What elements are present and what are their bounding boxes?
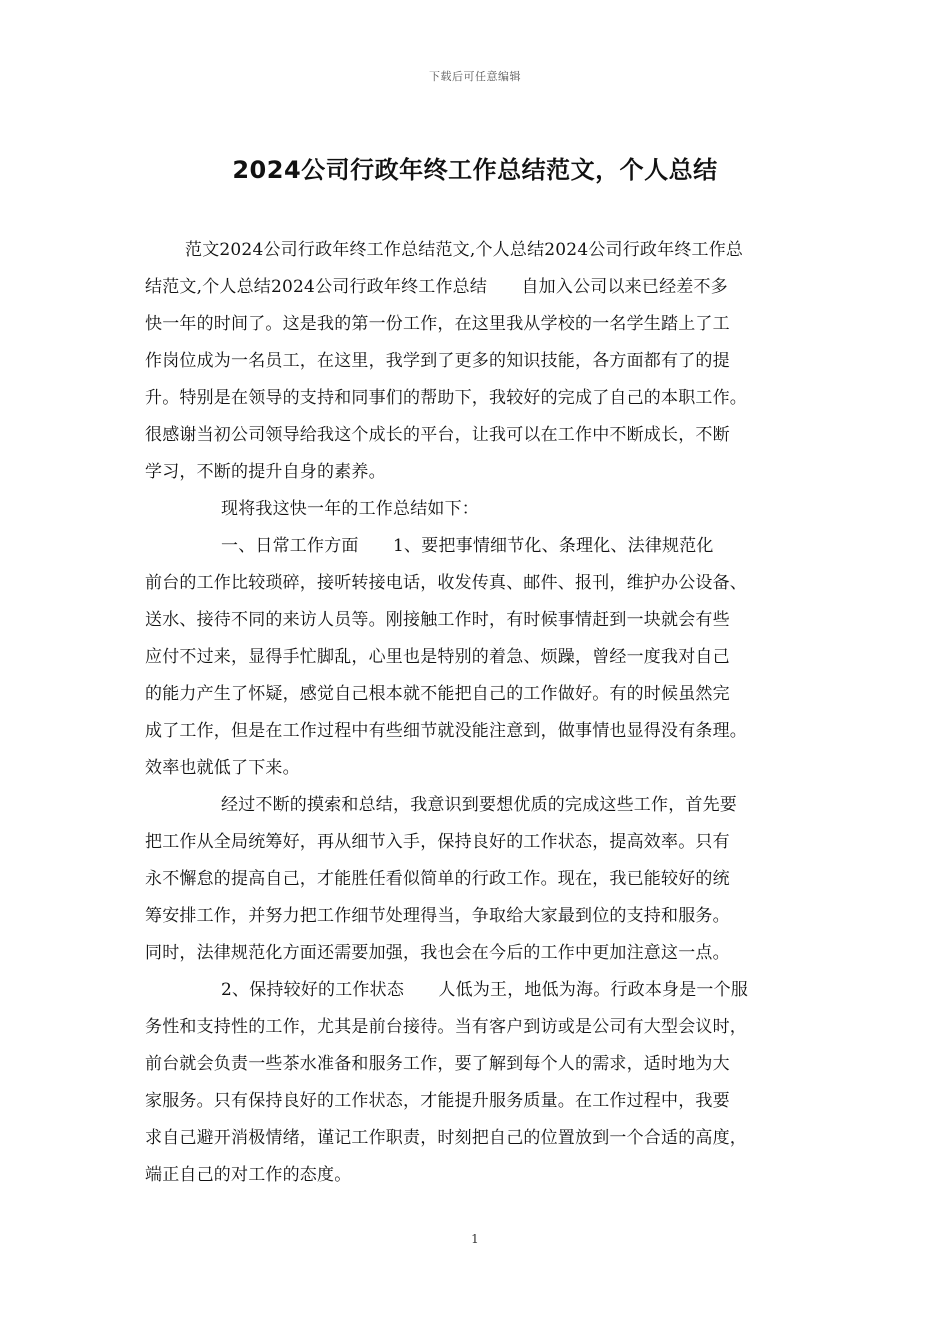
paragraph-line: 的能力产生了怀疑，感觉自己根本就不能把自己的工作做好。有的时候虽然完: [145, 684, 730, 704]
paragraph-line: 范文2024公司行政年终工作总结范文,个人总结2024公司行政年终工作总: [185, 240, 744, 260]
paragraph-line: 快一年的时间了。这是我的第一份工作，在这里我从学校的一名学生踏上了工: [145, 314, 730, 334]
page-header-note: 下载后可任意编辑: [429, 70, 521, 83]
paragraph-line: 经过不断的摸索和总结，我意识到要想优质的完成这些工作，首先要: [221, 795, 737, 815]
paragraph-line: 筹安排工作，并努力把工作细节处理得当，争取给大家最到位的支持和服务。: [145, 906, 730, 926]
paragraph-line: 作岗位成为一名员工，在这里，我学到了更多的知识技能，各方面都有了的提: [145, 351, 730, 371]
paragraph-line: 很感谢当初公司领导给我这个成长的平台，让我可以在工作中不断成长，不断: [145, 425, 730, 445]
paragraph-line: 应付不过来，显得手忙脚乱，心里也是特别的着急、烦躁，曾经一度我对自己: [145, 647, 730, 667]
paragraph-line: 结范文,个人总结2024公司行政年终工作总结 自加入公司以来已经差不多: [145, 277, 728, 297]
paragraph-line: 同时，法律规范化方面还需要加强，我也会在今后的工作中更加注意这一点。: [145, 943, 730, 963]
section-heading-line: 一、日常工作方面 1、要把事情细节化、条理化、法律规范化: [221, 536, 714, 556]
document-title: 2024公司行政年终工作总结范文，个人总结: [232, 156, 718, 184]
document-body: [145, 232, 825, 1194]
paragraph-line: 求自己避开消极情绪，谨记工作职责，时刻把自己的位置放到一个合适的高度，: [145, 1128, 747, 1148]
paragraph-line: 家服务。只有保持良好的工作状态，才能提升服务质量。在工作过程中，我要: [145, 1091, 730, 1111]
paragraph-line: 学习，不断的提升自身的素养。: [145, 462, 386, 482]
paragraph-line: 前台就会负责一些茶水准备和服务工作，要了解到每个人的需求，适时地为大: [145, 1054, 730, 1074]
paragraph-line: 永不懈怠的提高自己，才能胜任看似简单的行政工作。现在，我已能较好的统: [145, 869, 730, 889]
paragraph-line: 送水、接待不同的来访人员等。刚接触工作时，有时候事情赶到一块就会有些: [145, 610, 730, 630]
paragraph-line: 务性和支持性的工作，尤其是前台接待。当有客户到访或是公司有大型会议时，: [145, 1017, 747, 1037]
paragraph-line: 把工作从全局统筹好，再从细节入手，保持良好的工作状态，提高效率。只有: [145, 832, 730, 852]
paragraph-line: 现将我这快一年的工作总结如下：: [221, 499, 479, 519]
paragraph-line: 成了工作，但是在工作过程中有些细节就没能注意到，做事情也显得没有条理。: [145, 721, 747, 741]
paragraph-line: 升。特别是在领导的支持和同事们的帮助下，我较好的完成了自己的本职工作。: [145, 388, 747, 408]
section-heading-line: 2、保持较好的工作状态 人低为王，地低为海。行政本身是一个服: [221, 980, 749, 1000]
paragraph-line: 端正自己的对工作的态度。: [145, 1165, 352, 1185]
paragraph-line: 效率也就低了下来。: [145, 758, 300, 778]
page-number: 1: [471, 1232, 479, 1246]
paragraph-line: 前台的工作比较琐碎，接听转接电话，收发传真、邮件、报刊，维护办公设备、: [145, 573, 747, 593]
